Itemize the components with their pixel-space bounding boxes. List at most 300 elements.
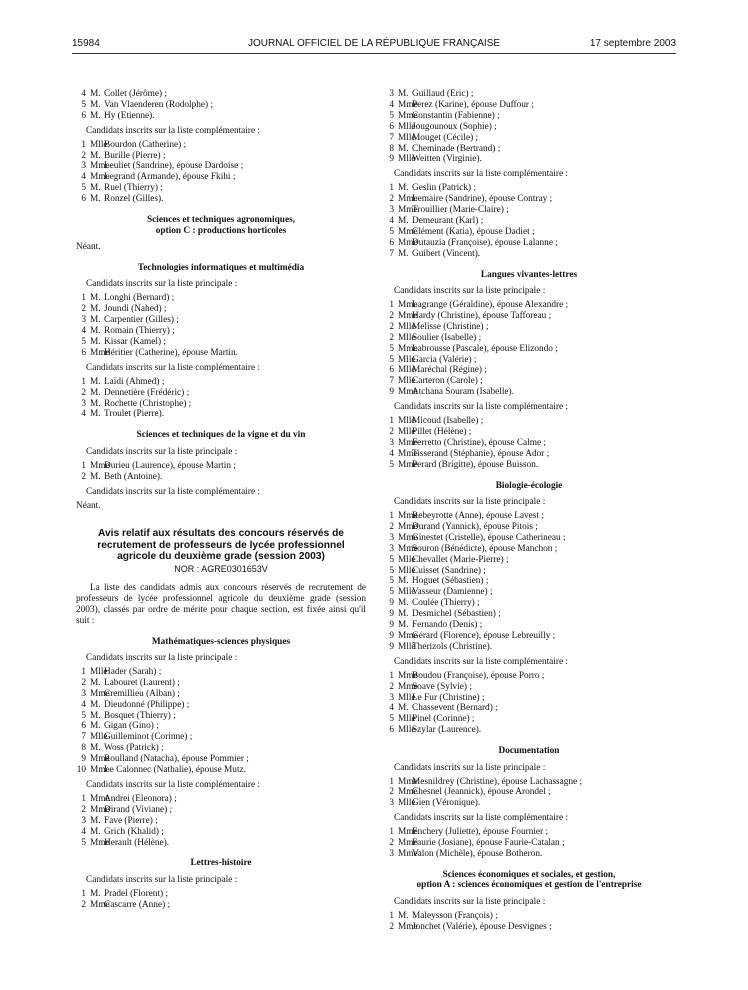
rank-number: 2 <box>81 387 86 398</box>
nor-reference: NOR : AGRE0301653V <box>174 563 268 574</box>
rank-number: 1 <box>389 511 394 521</box>
list-item <box>384 798 674 809</box>
list-item <box>384 576 674 587</box>
list-item <box>384 544 674 555</box>
civility-title: Mlle <box>398 332 416 343</box>
rank-number: 10 <box>76 765 86 776</box>
candidate-name: Labouret (Laurent) ; <box>104 677 180 688</box>
list-item <box>76 161 366 172</box>
candidate-name: Carpentier (Gilles) ; <box>104 315 179 326</box>
list-item <box>384 609 674 620</box>
rank-number: 4 <box>81 89 86 99</box>
rank-number: 5 <box>389 554 394 565</box>
civility-title: Mme <box>398 437 418 448</box>
candidate-name: Coulée (Thierry) ; <box>412 598 480 609</box>
list-item <box>384 311 674 322</box>
candidate-name: Faurie (Josiane), épouse Faurie-Catalan ; <box>412 838 565 849</box>
list-item <box>384 344 674 355</box>
candidate-name: Troulet (Pierre). <box>104 409 165 420</box>
list-item <box>384 300 674 311</box>
civility-title: Mme <box>398 521 418 532</box>
section-title: Documentation <box>498 746 560 757</box>
list-subheading: Candidats inscrits sur la liste complémentaire : <box>86 486 261 497</box>
civility-title: Mlle <box>398 376 416 387</box>
civility-title: Mlle <box>398 554 416 565</box>
rank-number: 9 <box>389 598 394 609</box>
civility-title: Mlle <box>398 725 416 736</box>
civility-title: Mme <box>398 226 418 237</box>
candidate-name: Melisse (Christine) ; <box>412 321 489 332</box>
candidate-name: Romain (Thierry) ; <box>104 326 175 337</box>
candidate-name: Hy (Etienne). <box>104 110 155 121</box>
rank-number: 2 <box>389 838 394 849</box>
rank-number: 4 <box>81 826 86 837</box>
rank-number: 5 <box>389 110 394 121</box>
rank-number: 5 <box>81 837 86 848</box>
list-item <box>76 721 366 732</box>
list-item <box>76 326 366 337</box>
list-item <box>76 183 366 194</box>
list-item <box>76 388 366 399</box>
section-title: Mathématiques-sciences physiques <box>151 636 291 647</box>
rank-number: 5 <box>81 183 86 194</box>
candidate-name: Pinel (Corinne) ; <box>412 714 475 725</box>
list-item <box>384 111 674 122</box>
list-item <box>384 227 674 238</box>
civility-title: Mme <box>398 99 418 110</box>
rank-number: 1 <box>81 793 86 804</box>
rank-number: 5 <box>81 337 86 347</box>
list-item <box>384 89 674 100</box>
candidate-name: Demeurant (Karl) ; <box>412 215 484 226</box>
civility-title: Mme <box>90 347 110 358</box>
list-item <box>384 365 674 376</box>
civility-title: M. <box>90 826 101 837</box>
candidate-name: Guillaud (Eric) ; <box>412 89 474 99</box>
candidate-name: Andrei (Eleonora) ; <box>104 793 177 804</box>
candidate-name: Le Calonnec (Nathalie), épouse Mutz. <box>104 765 246 776</box>
rank-number: 7 <box>389 248 394 259</box>
list-subheading: Candidats inscrits sur la liste principale : <box>394 286 546 297</box>
civility-title: Mlle <box>398 416 416 427</box>
candidate-name: Perard (Brigitte), épouse Buisson. <box>412 459 539 470</box>
list-item <box>384 911 674 922</box>
candidate-name: Geslin (Patrick) ; <box>412 183 477 194</box>
rank-number: 4 <box>81 326 86 337</box>
section-title: Sciences économiques et sociales, et gestion, option A : sciences économiques et gestion de l'entreprise <box>416 869 642 891</box>
civility-title: Mme <box>90 161 110 172</box>
page-number: 15984 <box>72 38 100 49</box>
list-subheading: Candidats inscrits sur la liste complémentaire : <box>86 779 261 790</box>
rank-number: 1 <box>389 183 394 194</box>
candidate-name: Trouillier (Marie-Claire) ; <box>412 205 509 216</box>
rank-number: 4 <box>81 172 86 183</box>
rank-number: 5 <box>389 459 394 470</box>
candidate-name: Fave (Pierre) ; <box>104 815 158 826</box>
rank-number: 5 <box>389 343 394 354</box>
list-item <box>384 922 674 933</box>
list-item <box>76 304 366 315</box>
candidate-name: Collet (Jérôme) ; <box>104 89 167 99</box>
civility-title: Mlle <box>398 692 416 703</box>
list-item <box>384 642 674 653</box>
list-item <box>76 172 366 183</box>
list-item <box>384 671 674 682</box>
list-item <box>76 838 366 849</box>
candidate-name: Longhi (Bernard) ; <box>104 293 175 304</box>
rank-number: 5 <box>81 710 86 721</box>
civility-title: M. <box>90 150 101 161</box>
civility-title: Mlle <box>398 798 416 809</box>
candidate-name: Hardy (Christine), épouse Tafforeau ; <box>412 310 552 321</box>
civility-title: M. <box>90 110 101 121</box>
list-item <box>384 154 674 165</box>
list-subheading: Candidats inscrits sur la liste complémentaire : <box>86 362 261 373</box>
rank-number: 2 <box>389 681 394 692</box>
rank-number: 6 <box>389 725 394 736</box>
civility-title: Mme <box>398 921 418 932</box>
civility-title: M. <box>398 703 409 714</box>
journal-title: JOURNAL OFFICIEL DE LA RÉPUBLIQUE FRANÇAISE <box>247 38 501 49</box>
candidate-name: Chassevent (Bernard) ; <box>412 703 498 714</box>
list-item <box>384 682 674 693</box>
civility-title: Mme <box>398 532 418 543</box>
rank-number: 3 <box>81 688 86 699</box>
list-subheading: Candidats inscrits sur la liste complémentaire : <box>394 402 569 413</box>
civility-title: M. <box>90 409 101 420</box>
list-item <box>76 100 366 111</box>
civility-title: Mme <box>398 110 418 121</box>
list-item <box>76 348 366 359</box>
civility-title: Mme <box>398 838 418 849</box>
list-item <box>76 111 366 122</box>
civility-title: Mme <box>398 630 418 641</box>
candidate-name: Burille (Pierre) ; <box>104 150 166 161</box>
rank-number: 5 <box>81 99 86 110</box>
rank-number: 2 <box>81 804 86 815</box>
candidate-name: Cheminade (Bertrand) ; <box>412 143 501 154</box>
candidate-name: Ginestet (Cristelle), épouse Catherineau ; <box>412 532 566 543</box>
rank-number: 1 <box>389 300 394 310</box>
candidate-name: Joundi (Nahed) ; <box>104 304 167 315</box>
list-item <box>76 194 366 205</box>
candidate-name: Ronzel (Gilles). <box>104 194 164 205</box>
candidate-name: Bosquet (Thierry) ; <box>104 710 176 721</box>
civility-title: Mme <box>90 804 110 815</box>
rank-number: 9 <box>81 754 86 765</box>
candidate-name: Enchery (Juliette), épouse Fournier ; <box>412 827 549 838</box>
list-item <box>76 689 366 700</box>
rank-number: 4 <box>389 448 394 459</box>
list-item <box>384 849 674 860</box>
candidate-name: Atchana Souram (Isabelle). <box>412 387 514 398</box>
rank-number: 7 <box>389 132 394 143</box>
rank-number: 1 <box>389 416 394 427</box>
list-item <box>384 133 674 144</box>
candidate-name: Hoguet (Sébastien) ; <box>412 576 489 587</box>
candidate-name: Valon (Michèle), épouse Botheron. <box>412 848 543 859</box>
civility-title: Mme <box>398 511 418 521</box>
rank-number: 6 <box>81 721 86 732</box>
civility-title: M. <box>398 89 409 99</box>
list-item <box>384 511 674 522</box>
candidate-name: Chesnel (Jeannick), épouse Arondel ; <box>412 787 551 798</box>
list-item <box>76 667 366 678</box>
list-item <box>76 816 366 827</box>
rank-number: 9 <box>389 641 394 652</box>
candidate-name: Desmichel (Sébastien) ; <box>412 609 501 620</box>
civility-title: Mme <box>398 387 418 398</box>
list-item <box>384 249 674 260</box>
candidate-name: Chevallet (Marie-Pierre) ; <box>412 554 509 565</box>
list-item <box>76 472 366 483</box>
candidate-name: Mesnildrey (Christine), épouse Lachassagne ; <box>412 776 583 787</box>
list-item <box>384 714 674 725</box>
rank-number: 4 <box>81 699 86 710</box>
candidate-name: Durand (Yannick), épouse Pitois ; <box>412 521 538 532</box>
candidate-name: Labrousse (Pascale), épouse Elizondo ; <box>412 343 558 354</box>
list-item <box>384 838 674 849</box>
civility-title: M. <box>398 248 409 259</box>
candidate-name: Vasseur (Damienne) ; <box>412 587 493 598</box>
civility-title: Mme <box>398 310 418 321</box>
list-item <box>384 216 674 227</box>
rank-number: 1 <box>81 293 86 304</box>
list-item <box>384 438 674 449</box>
list-subheading: Candidats inscrits sur la liste principale : <box>394 896 546 907</box>
list-item <box>76 805 366 816</box>
candidate-name: Kissar (Kamel) ; <box>104 337 166 347</box>
candidate-name: Rochette (Christophe) ; <box>104 398 192 409</box>
civility-title: Mlle <box>398 641 416 652</box>
civility-title: Mme <box>90 172 110 183</box>
rank-number: 5 <box>389 576 394 587</box>
list-item <box>384 725 674 736</box>
list-item <box>76 900 366 911</box>
candidate-name: Laïdi (Ahmed) ; <box>104 376 165 387</box>
civility-title: Mme <box>398 300 418 310</box>
rank-number: 6 <box>389 121 394 132</box>
candidate-name: Guibert (Vincent). <box>412 248 481 259</box>
rank-number: 5 <box>389 354 394 365</box>
civility-title: Mlle <box>90 139 108 150</box>
rank-number: 8 <box>81 743 86 754</box>
civility-title: M. <box>398 576 409 587</box>
civility-title: Mme <box>398 848 418 859</box>
civility-title: M. <box>90 699 101 710</box>
list-item <box>76 409 366 420</box>
rank-number: 2 <box>389 521 394 532</box>
list-item <box>384 100 674 111</box>
candidate-name: Jougounoux (Sophie) ; <box>412 121 497 132</box>
civility-title: M. <box>90 337 101 347</box>
candidate-name: Soave (Sylvie) ; <box>412 681 472 692</box>
list-item <box>76 151 366 162</box>
list-subheading: Candidats inscrits sur la liste principale : <box>394 497 546 508</box>
list-subheading: Candidats inscrits sur la liste complémentaire : <box>86 125 261 136</box>
civility-title: M. <box>90 293 101 304</box>
civility-title: M. <box>90 304 101 315</box>
rank-number: 3 <box>389 798 394 809</box>
section-title: Sciences et techniques de la vigne et du vin <box>136 430 306 441</box>
rank-number: 3 <box>389 692 394 703</box>
list-subheading: Candidats inscrits sur la liste complémentaire : <box>394 813 569 824</box>
list-item <box>76 827 366 838</box>
right-column <box>384 89 674 933</box>
civility-title: Mme <box>90 793 110 804</box>
civility-title: M. <box>398 598 409 609</box>
civility-title: Mlle <box>90 666 108 677</box>
rank-number: 9 <box>389 609 394 620</box>
section-title: Langues vivantes-lettres <box>480 269 578 280</box>
list-item <box>384 238 674 249</box>
intro-paragraph: La liste des candidats admis aux concours réservés de recrutement de professeurs de lycée professionnel agricole du deuxième grade (session 2003), classés par ordre de mérite pour chaque section, est fixée ainsi qu'il suit : <box>76 582 366 626</box>
rank-number: 3 <box>81 315 86 326</box>
list-item <box>76 315 366 326</box>
list-item <box>76 293 366 304</box>
rank-number: 1 <box>389 827 394 838</box>
rank-number: 3 <box>389 89 394 99</box>
civility-title: M. <box>90 888 101 899</box>
civility-title: Mlle <box>398 321 416 332</box>
civility-title: Mme <box>90 460 110 471</box>
list-item <box>384 827 674 838</box>
rank-number: 9 <box>389 154 394 165</box>
rank-number: 3 <box>81 161 86 172</box>
civility-title: Mlle <box>398 121 416 132</box>
rank-number: 6 <box>389 237 394 248</box>
rank-number: 1 <box>81 666 86 677</box>
civility-title: Mme <box>398 827 418 838</box>
civility-title: Mme <box>398 787 418 798</box>
list-item <box>76 711 366 722</box>
rank-number: 1 <box>389 670 394 681</box>
list-item <box>76 794 366 805</box>
candidate-name: Micoud (Isabelle) ; <box>412 416 484 427</box>
list-item <box>76 700 366 711</box>
list-item <box>384 322 674 333</box>
list-item <box>76 377 366 388</box>
candidate-name: Mouget (Cécile) ; <box>412 132 479 143</box>
rank-number: 6 <box>81 194 86 205</box>
candidate-name: Guilleminot (Corinne) ; <box>104 732 193 743</box>
candidate-name: Dirand (Viviane) ; <box>104 804 173 815</box>
rank-number: 2 <box>389 321 394 332</box>
candidate-name: Hader (Sarah) ; <box>104 666 162 677</box>
civility-title: Mlle <box>398 426 416 437</box>
candidate-name: Bourdon (Catherine) ; <box>104 139 187 150</box>
section-title: Sciences et techniques agronomiques, option C : productions horticoles <box>146 215 296 236</box>
list-item <box>384 387 674 398</box>
list-item <box>384 566 674 577</box>
rank-number: 1 <box>81 460 86 471</box>
rank-number: 6 <box>81 110 86 121</box>
candidate-name: Lemaire (Sandrine), épouse Contray ; <box>412 194 553 205</box>
list-item <box>384 620 674 631</box>
list-item <box>76 399 366 410</box>
civility-title: M. <box>398 143 409 154</box>
rank-number: 2 <box>389 332 394 343</box>
candidate-name: Dieudonné (Philippe) ; <box>104 699 190 710</box>
civility-title: Mme <box>90 765 110 776</box>
list-item <box>76 678 366 689</box>
civility-title: M. <box>90 89 101 99</box>
civility-title: M. <box>90 315 101 326</box>
rank-number: 3 <box>81 398 86 409</box>
list-item <box>384 460 674 471</box>
civility-title: Mme <box>398 205 418 216</box>
candidate-name: Fernando (Denis) ; <box>412 620 483 631</box>
rank-number: 1 <box>389 776 394 787</box>
candidate-name: Roulland (Natacha), épouse Pommier ; <box>104 754 249 765</box>
rank-number: 7 <box>81 732 86 743</box>
list-item <box>384 555 674 566</box>
civility-title: Mme <box>398 237 418 248</box>
list-item <box>384 533 674 544</box>
civility-title: M. <box>90 398 101 409</box>
civility-title: M. <box>90 387 101 398</box>
rank-number: 2 <box>81 304 86 315</box>
civility-title: M. <box>398 609 409 620</box>
candidate-name: Weitten (Virginie). <box>412 154 482 165</box>
candidate-name: Szylar (Laurence). <box>412 725 482 736</box>
none-note: Néant. <box>76 242 101 253</box>
candidate-name: Woss (Patrick) ; <box>104 743 164 754</box>
candidate-name: Souron (Bénédicte), épouse Manchon ; <box>412 543 558 554</box>
candidate-name: Le Fur (Christine) ; <box>412 692 485 703</box>
rank-number: 2 <box>389 787 394 798</box>
civility-title: M. <box>398 183 409 194</box>
list-item <box>384 205 674 216</box>
none-note: Néant. <box>76 501 101 512</box>
list-subheading: Candidats inscrits sur la liste complémentaire : <box>394 656 569 667</box>
page-header <box>72 38 676 52</box>
rank-number: 1 <box>389 910 394 921</box>
rank-number: 3 <box>81 815 86 826</box>
civility-title: Mlle <box>398 365 416 376</box>
list-item <box>76 889 366 900</box>
rank-number: 6 <box>389 365 394 376</box>
rank-number: 3 <box>389 543 394 554</box>
civility-title: M. <box>90 194 101 205</box>
list-item <box>384 777 674 788</box>
candidate-name: Dutauzia (Françoise), épouse Lalanne ; <box>412 237 558 248</box>
civility-title: M. <box>398 910 409 921</box>
civility-title: M. <box>90 99 101 110</box>
list-item <box>384 416 674 427</box>
candidate-name: Gigan (Gino) ; <box>104 721 159 732</box>
civility-title: Mme <box>398 448 418 459</box>
list-item <box>384 449 674 460</box>
rank-number: 1 <box>81 376 86 387</box>
rank-number: 2 <box>389 921 394 932</box>
civility-title: Mme <box>90 899 110 910</box>
civility-title: Mme <box>398 543 418 554</box>
list-subheading: Candidats inscrits sur la liste principale : <box>86 874 238 885</box>
civility-title: M. <box>90 376 101 387</box>
list-item <box>384 787 674 798</box>
rank-number: 8 <box>389 143 394 154</box>
list-item <box>384 587 674 598</box>
candidate-name: Lagrange (Géraldine), épouse Alexandre ; <box>412 300 569 310</box>
section-title: Technologies informatiques et multimédia <box>137 262 305 273</box>
list-subheading: Candidats inscrits sur la liste principale : <box>86 653 238 664</box>
rank-number: 9 <box>389 630 394 641</box>
list-item <box>76 89 366 100</box>
list-item <box>384 355 674 366</box>
rank-number: 9 <box>389 620 394 631</box>
list-item <box>76 732 366 743</box>
